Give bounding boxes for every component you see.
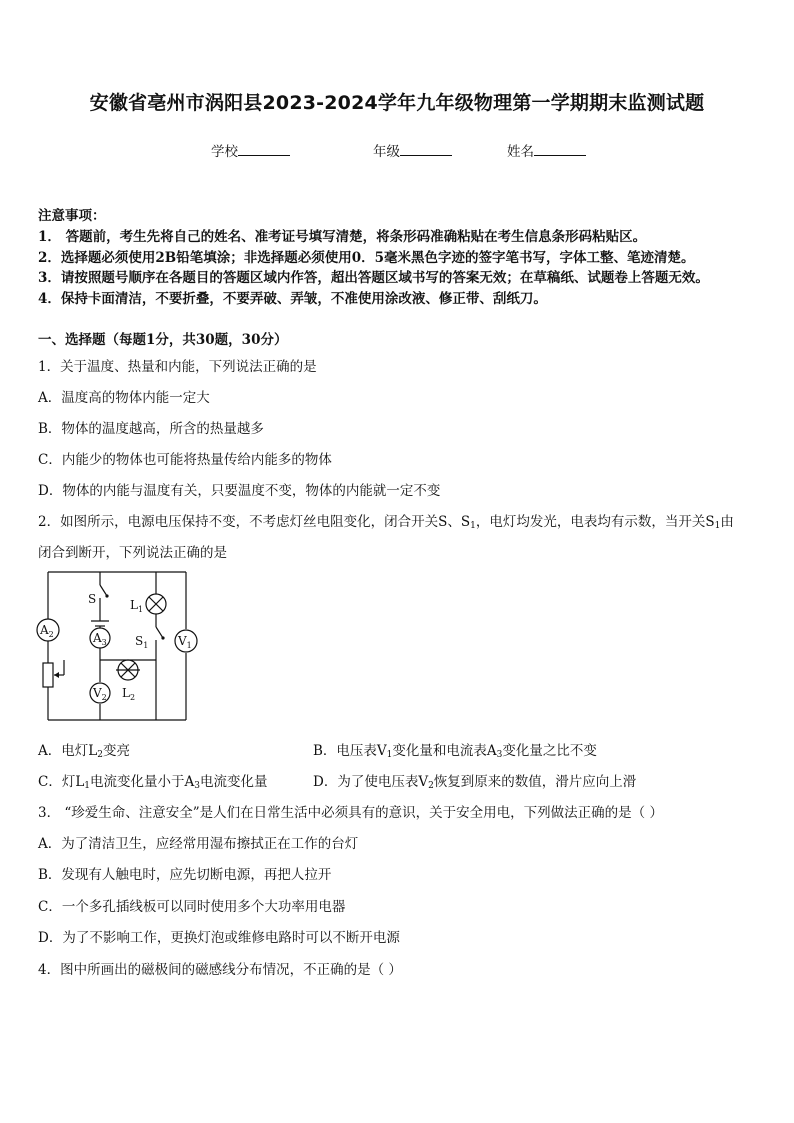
q2-option-c: C．灯$L_1$电流变化量小于$A_3$电流变化量 <box>38 774 268 791</box>
lamp-l1-label: $L_1$ <box>130 598 144 614</box>
q3-option-d: D．为了不影响工作，更换灯泡或维修电路时可以不断开电源 <box>38 930 400 946</box>
q3-option-a: A．为了清洁卫生，应经常用湿布擦拭正在工作的台灯 <box>38 836 359 852</box>
school-field[interactable]: 学校 <box>211 140 290 160</box>
switch-s-label: S <box>88 592 97 606</box>
q1-option-d: D．物体的内能与温度有关，只要温度不变，物体的内能就一定不变 <box>38 483 441 499</box>
q1-option-c: C．内能少的物体也可能将热量传给内能多的物体 <box>38 452 332 468</box>
q1-stem: 1．关于温度、热量和内能，下列说法正确的是 <box>38 359 317 375</box>
lamp-l2-label: $L_2$ <box>122 686 136 702</box>
switch-s1-label: $S_1$ <box>135 634 149 650</box>
q1-option-a: A．温度高的物体内能一定大 <box>38 390 210 406</box>
q3-option-c: C．一个多孔插线板可以同时使用多个大功率用电器 <box>38 899 346 915</box>
q4-stem: 4．图中所画出的磁极间的磁感线分布情况，不正确的是（ ） <box>38 962 402 978</box>
q1-option-b: B．物体的温度越高，所含的热量越多 <box>38 421 264 437</box>
circuit-diagram <box>30 565 205 725</box>
q3-stem: 3． “珍爱生命、注意安全”是人们在日常生活中必须具有的意识，关于安全用电，下列做法正确的是（ ） <box>38 805 663 821</box>
q3-option-b: B．发现有人触电时，应先切断电源，再把人拉开 <box>38 867 332 883</box>
voltmeter-v2-label: $V_2$ <box>93 686 107 702</box>
voltmeter-v1-label: $V_1$ <box>178 634 192 650</box>
grade-field[interactable]: 年级 <box>373 140 452 160</box>
q2-stem-line2: 闭合到断开，下列说法正确的是 <box>38 545 227 561</box>
q2-option-d: D．为了使电压表$V_2$恢复到原来的数值，滑片应向上滑 <box>313 774 637 791</box>
note-item: 2．选择题必须使用2B铅笔填涂；非选择题必须使用0．5毫米黑色字迹的签字笔书写，字体工整、笔迹清楚。 <box>38 250 695 266</box>
section-heading: 一、选择题（每题1分，共30题，30分） <box>38 332 288 348</box>
name-field[interactable]: 姓名 <box>507 140 586 160</box>
q2-option-a: A．电灯$L_2$变亮 <box>38 743 130 760</box>
ammeter-a2-label: $A_2$ <box>40 623 54 639</box>
note-item: 1． 答题前，考生先将自己的姓名、准考证号填写清楚，将条形码准确粘贴在考生信息条形码粘贴区。 <box>38 229 647 245</box>
note-item: 3．请按照题号顺序在各题目的答题区域内作答，超出答题区域书写的答案无效；在草稿纸、试题卷上答题无效。 <box>38 270 709 286</box>
q2-option-b: B．电压表$V_1$变化量和电流表$A_3$变化量之比不变 <box>313 743 597 760</box>
note-item: 4．保持卡面清洁，不要折叠，不要弄破、弄皱，不准使用涂改液、修正带、刮纸刀。 <box>38 291 547 307</box>
page-title: 安徽省亳州市涡阳县2023-2024学年九年级物理第一学期期末监测试题 <box>89 92 705 114</box>
q2-stem-line1: 2．如图所示，电源电压保持不变，不考虑灯丝电阻变化，闭合开关S、$S_1$，电灯均发光，电表均有示数，当开关$S_1$由 <box>38 514 734 531</box>
notes-heading: 注意事项： <box>38 208 106 224</box>
ammeter-a3-label: $A_3$ <box>93 631 107 647</box>
